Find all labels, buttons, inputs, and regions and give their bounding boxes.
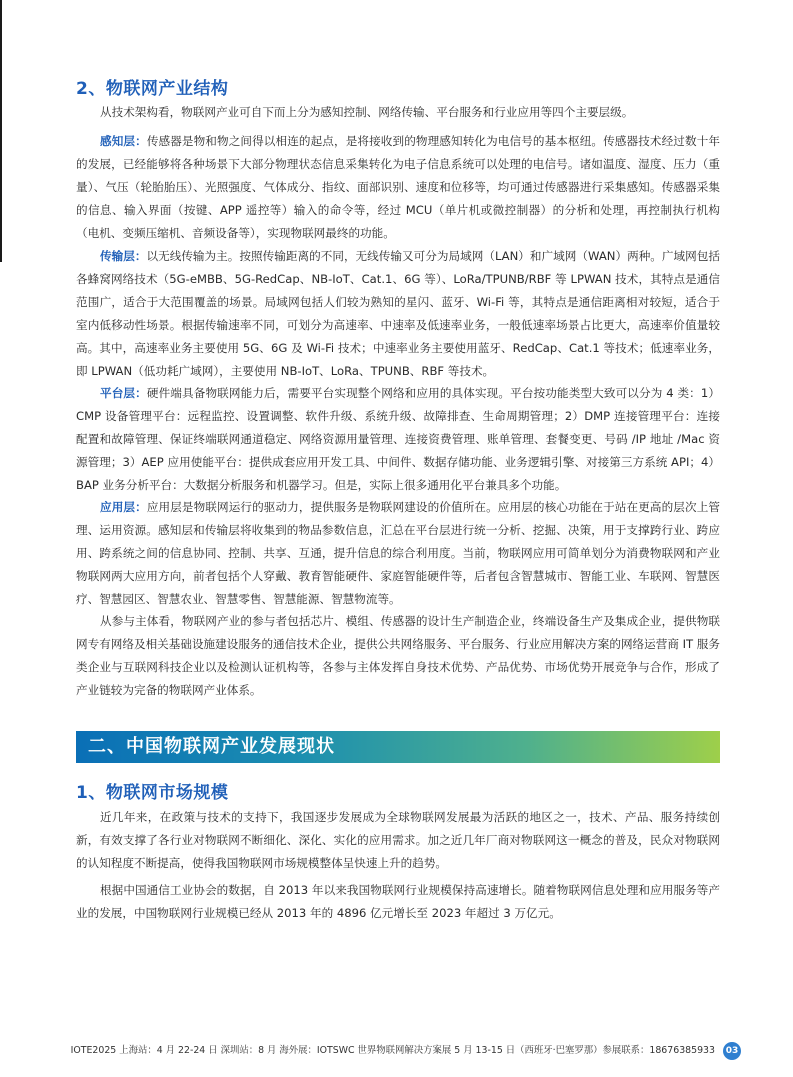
application-layer-paragraph — [76, 496, 720, 611]
platform-layer-lead: 平台层： — [100, 386, 147, 400]
chapter-banner — [76, 731, 720, 763]
transport-layer-text: 以无线传输为主。按照传输距离的不同，无线传输又可分为局域网（LAN）和广域网（WAN）两种。广域网包括各蜂窝网络技术（5G-eMBB、5G-RedCap、NB-IoT、Cat.1、6G 等）、LoRa/TPUNB/RBF 等 LPWAN 技术，其特点是通信范围广，适合于大范围覆盖的场景。局域网包括人们较为熟知的星闪、蓝牙、Wi-Fi 等，其特点是通信距离相对较短，适合于室内低移动性场景。根据传输速率不同，可划分为高速率、中速率及低速率业务，一般低速率场景占比更大，高速率价值量较高。其中，高速率业务主要使用 5G、6G 及 Wi-Fi 技术；中速率业务主要使用蓝牙、RedCap、Cat.1 等技术；低速率业务，即 LPWAN（低功耗广域网），主要使用 NB-IoT、LoRa、TPUNB、RBF 等技术。 — [76, 249, 720, 378]
chapter-title: 二、中国物联网产业发展现状 — [88, 736, 335, 757]
page-footer — [70, 1041, 741, 1061]
participants-paragraph: 从参与主体看，物联网产业的参与者包括芯片、模组、传感器的设计生产制造企业，终端设备生产及集成企业，提供物联网专有网络及相关基础设施建设服务的通信技术企业，提供公共网络服务、平台服务、行业应用解决方案的网络运营商 IT 服务类企业与互联网科技企业以及检测认证机构等，各参与主体发挥自身技术优势、产品优势、市场优势开展竞争与合作，形成了产业链较为完备的物联网产业体系。 — [76, 614, 720, 697]
platform-layer-text: 硬件端具备物联网能力后，需要平台实现整个网络和应用的具体实现。平台按功能类型大致可以分为 4 类：1）CMP 设备管理平台：远程监控、设置调整、软件升级、系统升级、故障排查、生命周期管理；2）DMP 连接管理平台：连接配置和故障管理、保证终端联网通道稳定、网络资源用量管理、连接资费管理、账单管理、套餐变更、号码 /IP 地址 /Mac 资源管理；3）AEP 应用使能平台：提供成套应用开发工具、中间件、数据存储功能、业务逻辑引擎、对接第三方系统 API；4）BAP 业务分析平台：大数据分析服务和机器学习。但是，实际上很多通用化平台兼具多个功能。 — [76, 386, 720, 492]
application-layer-lead: 应用层： — [100, 500, 147, 514]
footer-event-info: IOTE2025 上海站：4 月 22-24 日 深圳站：8 月 海外展：IOTSWC 世界物联网解决方案展 5 月 13-15 日（西班牙·巴塞罗那）参展联系：18676385933 — [70, 1045, 715, 1056]
platform-layer-paragraph — [76, 382, 720, 497]
section-heading-industry-structure: 2、物联网产业结构 — [76, 79, 229, 99]
market-paragraph-2: 根据中国通信工业协会的数据，自 2013 年以来我国物联网行业规模保持高速增长。随着物联网信息处理和应用服务等产业的发展，中国物联网行业规模已经从 2013 年的 4896 亿元增长至 2023 年超过 3 万亿元。 — [76, 883, 720, 920]
application-layer-text: 应用层是物联网运行的驱动力，提供服务是物联网建设的价值所在。应用层的核心功能在于站在更高的层次上管理、运用资源。感知层和传输层将收集到的物品参数信息，汇总在平台层进行统一分析、挖掘、决策，用于支撑跨行业、跨应用、跨系统之间的信息协同、控制、共享、互通，提升信息的综合利用度。当前，物联网应用可简单划分为消费物联网和产业物联网两大应用方向，前者包括个人穿戴、教育智能硬件、家庭智能硬件等，后者包含智慧城市、智能工业、车联网、智慧医疗、智慧园区、智慧农业、智慧零售、智慧能源、智慧物流等。 — [76, 500, 720, 606]
intro-paragraph: 从技术架构看，物联网产业可自下而上分为感知控制、网络传输、平台服务和行业应用等四个主要层级。 — [100, 105, 634, 119]
page-number-badge: 03 — [723, 1042, 741, 1060]
perception-layer-paragraph — [76, 130, 720, 245]
transport-layer-paragraph — [76, 245, 720, 383]
left-margin-rule — [0, 0, 2, 262]
transport-layer-lead: 传输层： — [100, 249, 147, 263]
market-paragraph-1: 近几年来，在政策与技术的支持下，我国逐步发展成为全球物联网发展最为活跃的地区之一，技术、产品、服务持续创新，有效支撑了各行业对物联网不断细化、深化、实化的应用需求。加之近几年厂商对物联网这一概念的普及，民众对物联网的认知程度不断提高，使得我国物联网市场规模整体呈快速上升的趋势。 — [76, 810, 720, 870]
perception-layer-text: 传感器是物和物之间得以相连的起点，是将接收到的物理感知转化为电信号的基本枢纽。传感器技术经过数十年的发展，已经能够将各种场景下大部分物理状态信息采集转化为电子信息系统可以处理的电信号。诸如温度、湿度、压力（重量）、气压（轮胎胎压）、光照强度、气体成分、指纹、面部识别、速度和位移等，均可通过传感器进行采集感知。传感器采集的信息、输入界面（按键、APP 遥控等）输入的命令等，经过 MCU（单片机或微控制器）的分析和处理，再控制执行机构（电机、变频压缩机、音频设备等），实现物联网最终的功能。 — [76, 134, 720, 240]
perception-layer-lead: 感知层： — [100, 134, 147, 148]
section-heading-market-size: 1、物联网市场规模 — [76, 783, 229, 803]
